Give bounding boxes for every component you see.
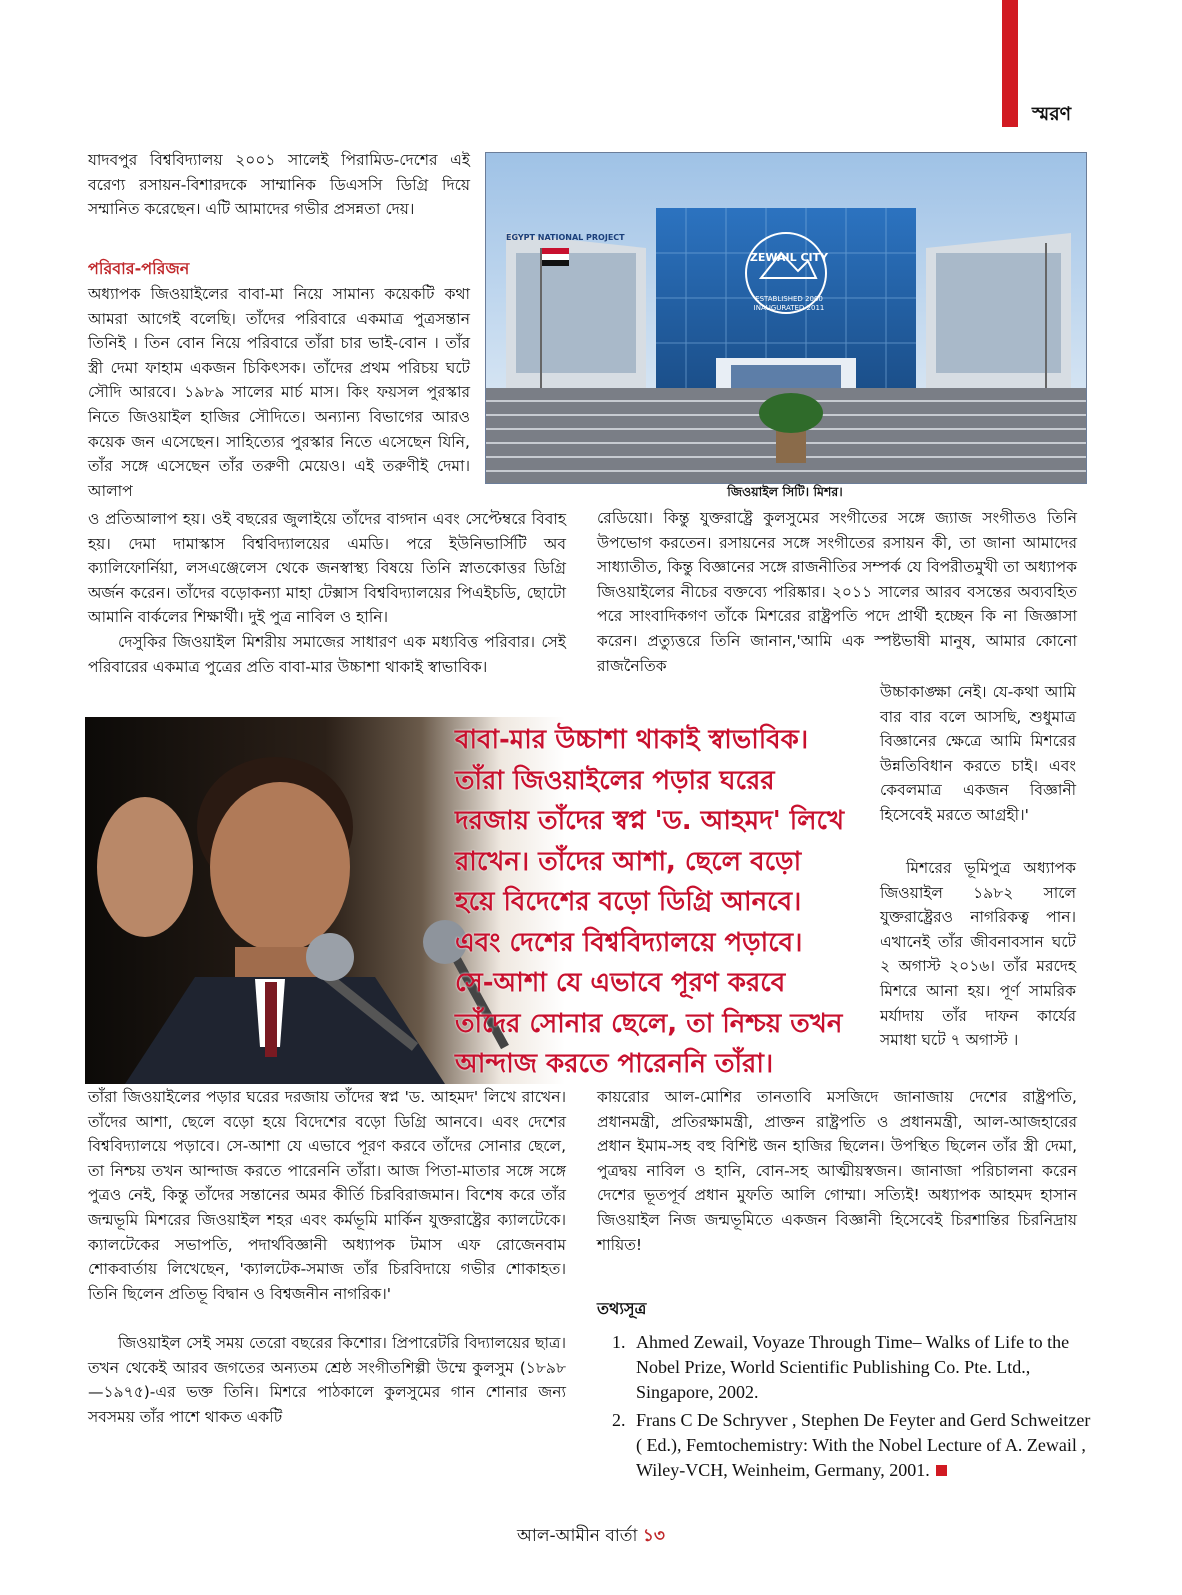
family-heading: পরিবার-পরিজন [88,259,190,278]
page-number: ১৩ [642,1526,665,1546]
pull-quote-line: বাবা-মার উচ্চাশা থাকাই স্বাভাবিক। [455,725,809,755]
section-title: স্মরণ [1032,103,1072,125]
end-mark-icon [936,1465,947,1476]
zewail-city-illustration [486,153,1086,483]
pull-quote-line: তাঁদের সোনার ছেলে, তা নিশ্চয় তখন [455,1008,843,1039]
references-list [612,1330,1092,1486]
pull-quote-line: এবং দেশের বিশ্ববিদ্যালয়ে পড়াবে। [455,927,803,958]
zewail-city-photo [485,152,1087,484]
side-paragraph-1: উচ্চাকাঙ্ক্ষা নেই। যে-কথা আমি বার বার বলে আসছি, শুধুমাত্র বিজ্ঞানের ক্ষেত্রে আমি মিশরের উন্নতিবিধান করতে চাই। এবং কেবলমাত্র একজন বিজ্ঞানী হিসেবেই মরতে আগ্রহী।' [880,683,1076,824]
pull-quote-line: সে-আশা যে এভাবে পূরণ করবে [455,968,786,998]
reference-text: Frans C De Schryver , Stephen De Feyter and Gerd Schweitzer ( Ed.), Femtochemistry: With the Nobel Lecture of A. Zewail , Wiley-VCH, Weinheim, Germany, 2001. [636,1410,1091,1480]
bottom-left-paragraph-2: জিওয়াইল সেই সময় তেরো বছরের কিশোর। প্রিপারেটরি বিদ্যালয়ের ছাত্র। তখন থেকেই আরব জগতের অন্যতম শ্রেষ্ঠ সংগীতশিল্পী উম্মে কুলসুম (১৮৯৮—১৯৭৫)-এর ভক্ত তিনি। মিশরে পাঠকালে কুলসুমের গান শোনার জন্য সবসময় তাঁর পাশে থাকত একটি [88,1334,566,1426]
family-paragraph-part2: ও প্রতিআলাপ হয়। ওই বছরের জুলাইয়ে তাঁদের বাগ্দান এবং সেপ্টেম্বরে বিবাহ হয়। দেমা দামাস্কাস বিশ্ববিদ্যালয়ের এমডি। পরে ইউনিভার্সিটি অব ক্যালিফোর্নিয়া, লসএঞ্জেলেস থেকে জনস্বাস্থ্য বিষয়ে তিনি স্নাতকোত্তর ডিগ্রি অর্জন করেন। তাঁদের বড়োকন্যা মাহা টেক্সাস বিশ্ববিদ্যালয়ের পিএইচডি, ছোটো আমানি বার্কলের শিক্ষার্থী। দুই পুত্র নাবিল ও হানি। [88,510,566,627]
pull-quote-line: দরজায় তাঁদের স্বপ্ন 'ড. আহমদ' লিখে [455,806,845,836]
radio-paragraph: রেডিয়ো। কিন্তু যুক্তরাষ্ট্রে কুলসুমের সংগীতের সঙ্গে জ্যাজ সংগীতও তিনি উপভোগ করতেন। রসায়নের সঙ্গে সংগীতের রসায়ন কী, তা জানা আমাদের সাধ্যাতীত, কিন্তু বিজ্ঞানের সঙ্গে রাজনীতির সম্পর্ক যে বিপরীতমুখী তা অধ্যাপক জিওয়াইলের নীচের বক্তব্যে পরিষ্কার। ২০১১ সালের আরব বসন্তের অব্যবহিত পরে সাংবাদিকগণ তাঁকে মিশরের রাষ্ট্রপতি পদে প্রার্থী হচ্ছেন কি না জিজ্ঞাসা করেন। প্রত্যুত্তরে তিনি জানান,'আমি এক স্পষ্টভাষী মানুষ, আমার কোনো রাজনৈতিক [597,509,1077,675]
photo-caption: জিওয়াইল সিটি। মিশর। [727,484,843,499]
reference-item [612,1330,1092,1405]
pull-quote-line: রাখেন। তাঁদের আশা, ছেলে বড়ো [455,846,802,877]
sign-main-text: ZEWAIL CITY [749,251,829,264]
funeral-paragraph: কায়রোর আল-মোশির তানতাবি মসজিদে জানাজায় দেশের রাষ্ট্রপতি, প্রধানমন্ত্রী, প্রতিরক্ষামন্ত্রী, প্রাক্তন রাষ্ট্রপতি ও প্রধানমন্ত্রী, আল-আজহারের প্রধান ইমাম-সহ বহু বিশিষ্ট জন হাজির ছিলেন। উপস্থিত ছিলেন তাঁর স্ত্রী দেমা, পুত্রদ্বয় নাবিল ও হানি, বোন-সহ আত্মীয়স্বজন। জানাজা পরিচালনা করেন দেশের ভূতপূর্ব প্রধান মুফতি আলি গোম্মা। সত্যিই! অধ্যাপক আহমদ হাসান জিওয়াইল নিজ জন্মভূমিতে একজন বিজ্ঞানী হিসেবেই চিরশান্তির চিরনিদ্রায় শায়িত! [597,1088,1078,1254]
side-paragraph-2: মিশরের ভূমিপুত্র অধ্যাপক জিওয়াইল ১৯৮২ সালে যুক্তরাষ্ট্রেরও নাগরিকত্ব পান। এখানেই তাঁর জীবনাবসান ঘটে ২ অগাস্ট ২০১৬। তাঁর মরদেহ মিশরে আনা হয়। পূর্ণ সামরিক মর্যাদায় তাঁর দাফন কার্যের সমাধা ঘটে ৭ অগাস্ট । [880,859,1076,1050]
sign-sub2-text: INAUGURATED 2011 [753,304,825,312]
page-footer [0,1523,1182,1551]
section-accent-bar [1002,0,1018,127]
reference-number: 1. [612,1332,626,1352]
pull-quote-line: আন্দাজ করতে পারেননি তাঁরা। [455,1049,774,1079]
bottom-left-paragraph-1: তাঁরা জিওয়াইলের পড়ার ঘরের দরজায় তাঁদের স্বপ্ন 'ড. আহমদ' লিখে রাখেন। তাঁদের আশা, ছেলে বড়ো হয়ে বিদেশের বড়ো ডিগ্রি আনবে। এবং দেশের বিশ্ববিদ্যালয়ে পড়াবে। সে-আশা যে এভাবে পূরণ করবে তাঁদের সোনার ছেলে, তা নিশ্চয় তখন আন্দাজ করতে পারেননি তাঁরা। আজ পিতা-মাতার সঙ্গে সঙ্গে পুত্রও নেই, কিন্তু তাঁদের সন্তানের অমর কীর্তি চিরবিরাজমান। বিশেষ করে তাঁর জন্মভূমি মিশরের জিওয়াইল শহর এবং কর্মভূমি মার্কিন যুক্তরাষ্ট্রের ক্যালটেকে। ক্যালটেকের সভাপতি, পদার্থবিজ্ঞানী অধ্যাপক টমাস এফ রোজেনবাম শোকবার্তায় লিখেছেন, 'ক্যালটেক-সমাজ তাঁর চিরবিদায়ে গভীর শোকাহত। তিনি ছিলেন প্রতিভূ বিদ্বান ও বিশ্বজনীন নাগরিক।' [88,1088,566,1303]
pull-quote-line: হয়ে বিদেশের বড়ো ডিগ্রি আনবে। [455,887,802,917]
reference-text: Ahmed Zewail, Voyaze Through Time– Walks of Life to the Nobel Prize, World Scientific Publishing Co. Pte. Ltd., Singapore, 2002. [636,1332,1070,1402]
family-paragraph-part1: অধ্যাপক জিওয়াইলের বাবা-মা নিয়ে সামান্য কয়েকটি কথা আমরা আগেই বলেছি। তাঁদের পরিবারে একমাত্র পুত্রসন্তান তিনিই । তিন বোন নিয়ে পরিবারে তাঁরা চার ভাই-বোন । তাঁর স্ত্রী দেমা ফাহাম একজন চিকিৎসক। তাঁদের প্রথম পরিচয় ঘটে সৌদি আরবে। ১৯৮৯ সালের মার্চ মাস। কিং ফয়সল পুরস্কার নিতে জিওয়াইল হাজির সৌদিতে। অন্যান্য বিভাগের আরও কয়েক জন এসেছেন। সাহিত্যের পুরস্কার নিতে এসেছেন যিনি, তাঁর সঙ্গে এসেছেন তাঁর তরুণী মেয়েও। এই তরুণীই দেমা। আলাপ [88,285,470,500]
magazine-name: আল-আমীন বার্তা [517,1526,638,1546]
reference-number: 2. [612,1410,626,1430]
pull-quote [455,720,885,1085]
family-paragraph-3: দেসুকির জিওয়াইল মিশরীয় সমাজের সাধারণ এক মধ্যবিত্ত পরিবার। সেই পরিবারের একমাত্র পুত্রের প্রতি বাবা-মার উচ্চাশা থাকাই স্বাভাবিক। [88,633,566,676]
pull-quote-line: তাঁরা জিওয়াইলের পড়ার ঘরের [455,765,775,796]
sign-sub-text: ESTABLISHED 2000 [755,295,823,303]
sign-left-text: EGYPT NATIONAL PROJECT [506,233,625,242]
reference-item [612,1408,1092,1483]
intro-paragraph: যাদবপুর বিশ্ববিদ্যালয় ২০০১ সালেই পিরামিড-দেশের এই বরেণ্য রসায়ন-বিশারদকে সাম্মানিক ডিএসসি ডিগ্রি দিয়ে সম্মানিত করেছেন। এটি আমাদের গভীর প্রসন্নতা দেয়। [88,151,470,219]
sources-heading: তথ্যসূত্র [597,1299,647,1318]
